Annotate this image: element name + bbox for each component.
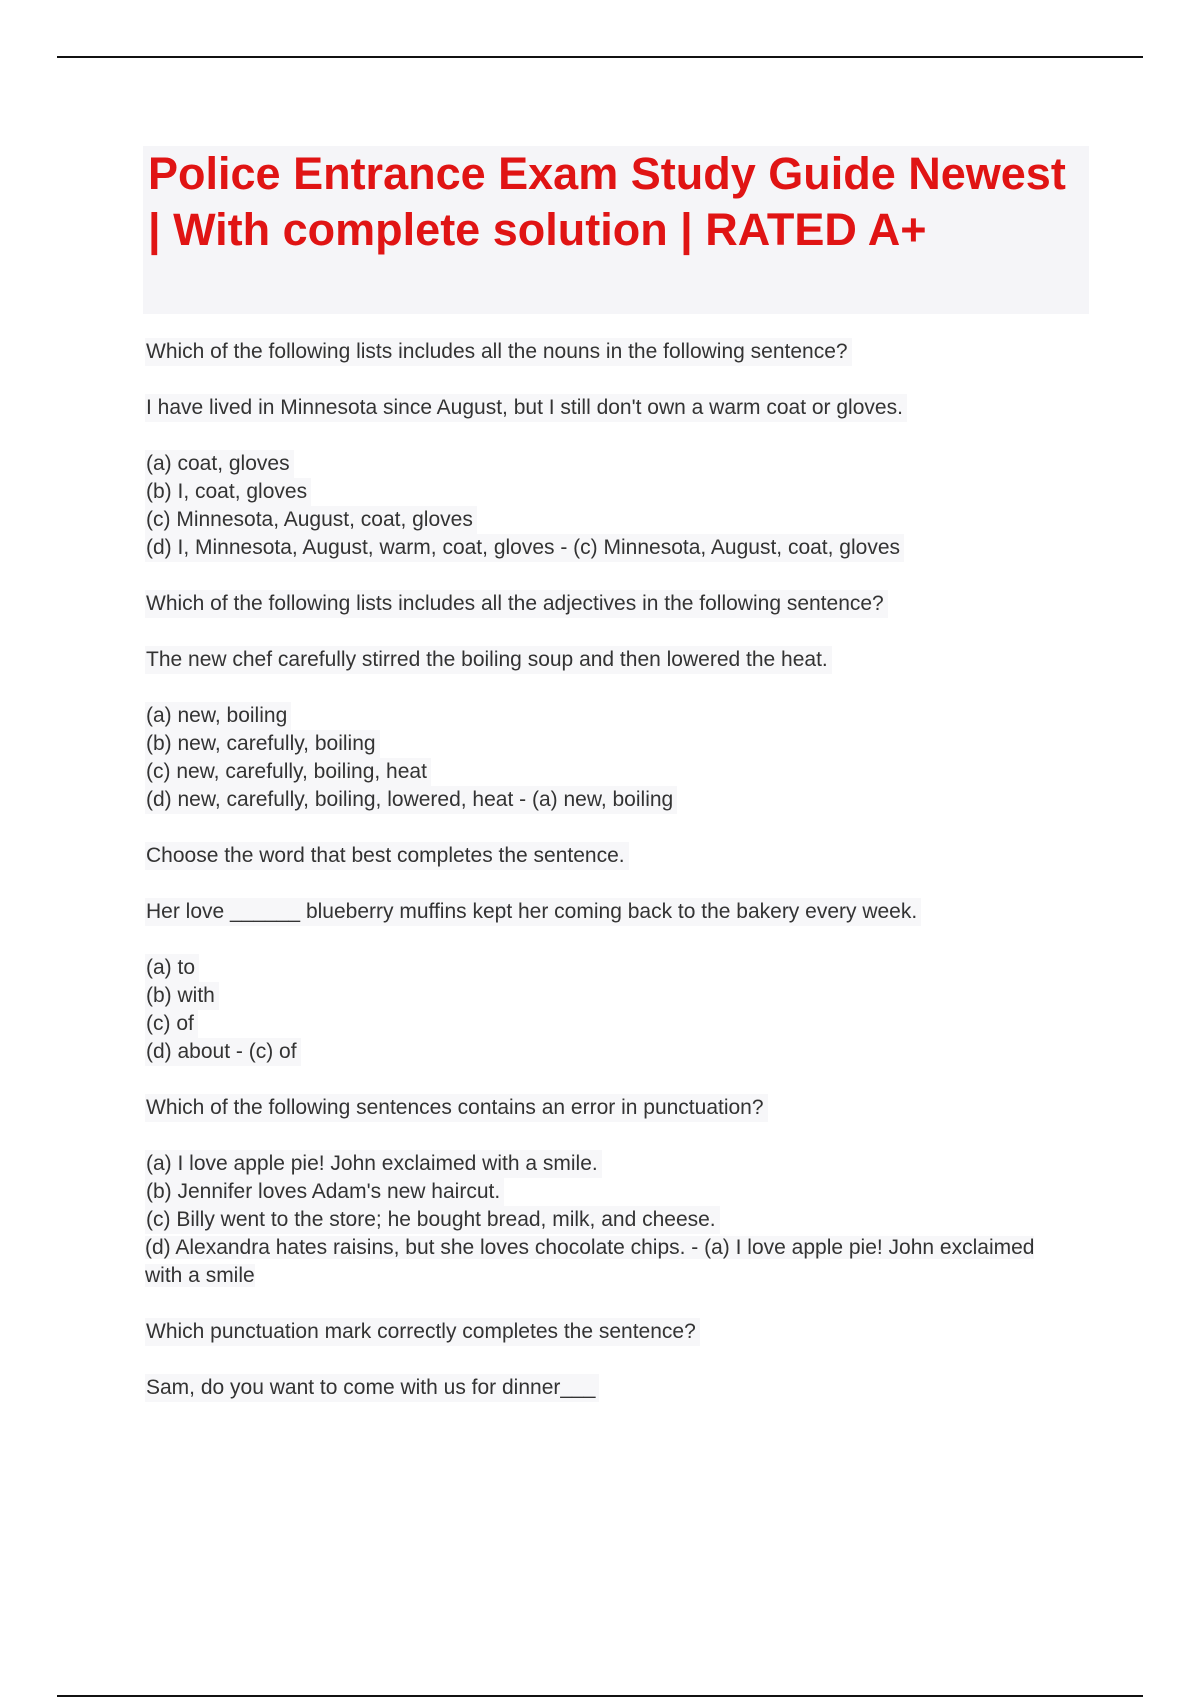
question-1-prompt: Which of the following lists includes all the nouns in the following sentence? [145,338,1045,366]
option-line: (a) I love apple pie! John exclaimed with a smile. [145,1150,1045,1178]
option-line: (c) of [145,1010,1045,1038]
question-2-sentence: The new chef carefully stirred the boiling soup and then lowered the heat. [145,646,1045,674]
question-1-sentence: I have lived in Minnesota since August, but I still don't own a warm coat or gloves. [145,394,1045,422]
option-line-with-answer: (d) Alexandra hates raisins, but she loves chocolate chips. - (a) I love apple pie! John exclaimed with a smile [145,1236,1035,1287]
question-3-sentence: Her love ______ blueberry muffins kept her coming back to the bakery every week. [145,898,1045,926]
option-line-with-answer: (d) new, carefully, boiling, lowered, heat - (a) new, boiling [145,786,1045,814]
question-3-prompt: Choose the word that best completes the sentence. [145,842,1045,870]
option-line: (b) Jennifer loves Adam's new haircut. [145,1178,1045,1206]
document-title: Police Entrance Exam Study Guide Newest | With complete solution | RATED A+ [148,148,1066,255]
option-line: (b) I, coat, gloves [145,478,1045,506]
question-2-prompt: Which of the following lists includes all the adjectives in the following sentence? [145,590,1045,618]
question-3-options [145,954,1045,1066]
option-line: (a) new, boiling [145,702,1045,730]
question-4-prompt: Which of the following sentences contains an error in punctuation? [145,1094,1045,1122]
option-line: (c) Minnesota, August, coat, gloves [145,506,1045,534]
option-line: (b) new, carefully, boiling [145,730,1045,758]
bottom-rule [57,1695,1143,1697]
question-5-sentence: Sam, do you want to come with us for dinner___ [145,1374,1045,1402]
option-line-with-answer: (d) I, Minnesota, August, warm, coat, gloves - (c) Minnesota, August, coat, gloves [145,534,1045,562]
question-4-options [145,1150,1045,1290]
question-5-prompt: Which punctuation mark correctly completes the sentence? [145,1318,1045,1346]
option-line: (a) to [145,954,1045,982]
document-body [145,338,1045,1402]
option-line: (c) new, carefully, boiling, heat [145,758,1045,786]
option-line-with-answer: (d) about - (c) of [145,1038,1045,1066]
top-rule [57,56,1143,58]
question-2-options [145,702,1045,814]
option-line: (b) with [145,982,1045,1010]
question-1-options [145,450,1045,562]
option-line: (c) Billy went to the store; he bought bread, milk, and cheese. [145,1206,1045,1234]
option-line: (a) coat, gloves [145,450,1045,478]
